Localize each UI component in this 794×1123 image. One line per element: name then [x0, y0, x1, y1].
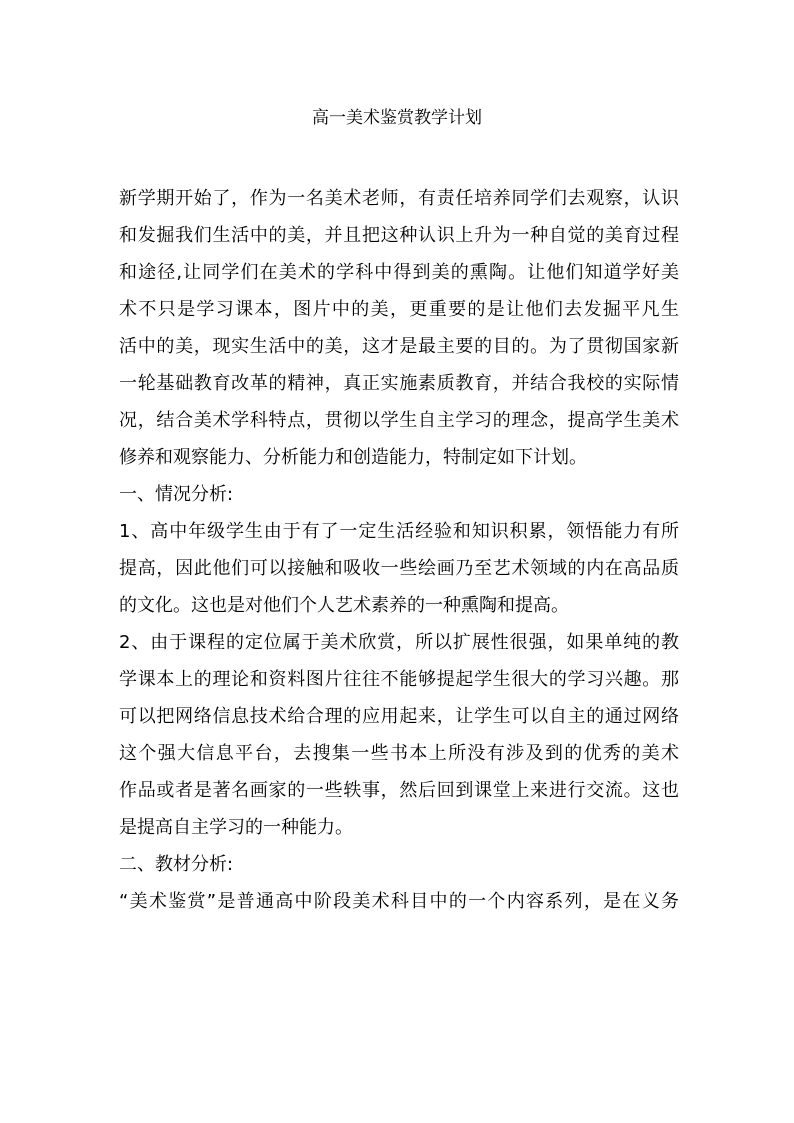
paragraph-line: 可以把网络信息技术给合理的应用起来，让学生可以自主的通过网络 [119, 706, 679, 727]
paragraph-line: 的文化。这也是对他们个人艺术素养的一种熏陶和提高。 [119, 595, 569, 616]
paragraph-line: “美术鉴赏”是普通高中阶段美术科目中的一个内容系列，是在义务 [119, 891, 679, 912]
paragraph-line: 学课本上的理论和资料图片往往不能够提起学生很大的学习兴趣。那 [119, 669, 679, 690]
paragraph-line: 2、由于课程的定位属于美术欣赏，所以扩展性很强，如果单纯的教 [119, 632, 679, 653]
paragraph-line: 提高，因此他们可以接触和吸收一些绘画乃至艺术领域的内在高品质 [119, 558, 679, 579]
paragraph-line: 作品或者是著名画家的一些轶事，然后回到课堂上来进行交流。这也 [119, 780, 679, 801]
paragraph-line: 和途径,让同学们在美术的学科中得到美的熏陶。让他们知道学好美 [119, 262, 679, 283]
paragraph-line: 1、高中年级学生由于有了一定生活经验和知识积累，领悟能力有所 [119, 521, 679, 542]
paragraph-line: 活中的美，现实生活中的美，这才是最主要的目的。为了贯彻国家新 [119, 336, 679, 357]
paragraph-line: 修养和观察能力、分析能力和创造能力，特制定如下计划。 [119, 447, 587, 468]
document-title: 高一美术鉴赏教学计划 [312, 108, 482, 128]
paragraph-line: 况，结合美术学科特点，贯彻以学生自主学习的理念，提高学生美术 [119, 410, 679, 431]
paragraph-line: 这个强大信息平台，去搜集一些书本上所没有涉及到的优秀的美术 [119, 743, 679, 764]
paragraph-line: 是提高自主学习的一种能力。 [119, 817, 353, 838]
paragraph-line: 术不只是学习课本，图片中的美，更重要的是让他们去发掘平凡生 [119, 299, 679, 320]
paragraph-line: 新学期开始了，作为一名美术老师，有责任培养同学们去观察，认识 [119, 188, 679, 209]
paragraph-line: 和发掘我们生活中的美，并且把这种认识上升为一种自觉的美育过程 [119, 225, 679, 246]
section-heading: 二、教材分析: [119, 854, 234, 875]
paragraph-line: 一轮基础教育改革的精神，真正实施素质教育，并结合我校的实际情 [119, 373, 679, 394]
section-heading: 一、情况分析: [119, 484, 234, 505]
